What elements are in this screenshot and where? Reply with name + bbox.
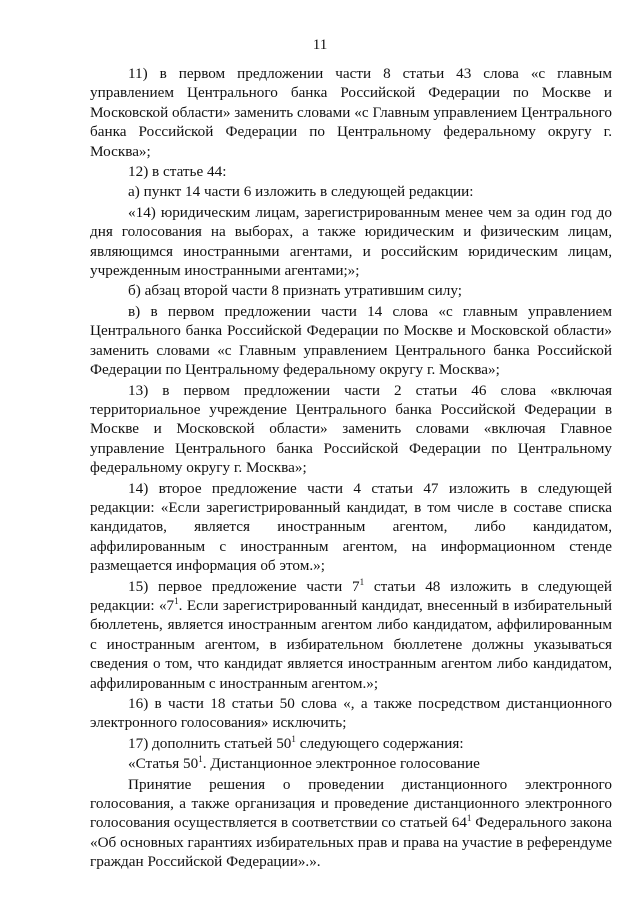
p17-text-a: 17) дополнить статьей 50 — [128, 734, 292, 752]
p17-superscript: 1 — [291, 733, 296, 744]
paragraph-item-16: 16) в части 18 статьи 50 слова «, а также посредством дистанционного электронного голосования» исключить; — [90, 695, 612, 732]
document-body — [90, 64, 612, 872]
paragraph-subitem-v: в) в первом предложении части 14 слова «с главным управлением Центрального банка Российской Федерации по Москве и Московской области» заменить словами «с Главным управлением Центрального банка Российской Федерации по Центральному федеральному округу г. Москва»; — [90, 302, 612, 379]
paragraph-item-17 — [90, 734, 612, 753]
p15-text-b: статьи 48 изложить в следующей редакции: «7 — [90, 577, 612, 614]
paragraph-item-14: 14) второе предложение части 4 статьи 47 изложить в следующей редакции: «Если зарегистрированный кандидат, в том числе в составе списка кандидатов, является иностранным агентом, либо кандидатом, аффилированным с иностранным агентом, на информационном стенде размещается информация об этом.»; — [90, 479, 612, 575]
page-number: 11 — [312, 36, 328, 53]
article-heading-superscript: 1 — [198, 754, 203, 765]
article-heading-text-a: «Статья 50 — [128, 755, 199, 773]
article-body-text-b: Федерального закона «Об основных гарантиях избирательных прав и права на участие в референдуме граждан Российской Федерации».». — [90, 814, 612, 871]
paragraph-item-11: 11) в первом предложении части 8 статьи 43 слова «с главным управлением Центрального банка Российской Федерации по Москве и Московской области» заменить словами «с Главным управлением Центрального банка Российской Федерации по Центральному федеральному округу г. Москва»; — [90, 65, 612, 160]
p15-superscript-2: 1 — [174, 595, 179, 606]
paragraph-item-15 — [90, 577, 612, 693]
p15-text-a: 15) первое предложение части 7 — [128, 577, 360, 595]
paragraph-item-13: 13) в первом предложении части 2 статьи 46 слова «включая территориальное учреждение Центрального банка Российской Федерации в Москве и Московской области» заменить словами «включая Главное управление Центрального банка Российской Федерации по Центральному федеральному округу г. Москва»; — [90, 381, 612, 477]
article-heading-text-b: . Дистанционное электронное голосование — [202, 755, 480, 773]
p15-superscript-1: 1 — [359, 576, 365, 587]
p15-text-c: . Если зарегистрированный кандидат, внесенный в избирательный бюллетень, является иностранным агентом либо кандидатом, аффилированным с иностранным агентом, в избирательном бюллетене должны указываться сведения о том, что кандидат является иностранным агентом либо кандидатом, аффилированным с иностранным агентом.»; — [90, 596, 612, 692]
article-heading — [90, 754, 612, 773]
paragraph-subitem-a: а) пункт 14 части 6 изложить в следующей редакции: — [128, 183, 474, 201]
p17-text-b: следующего содержания: — [295, 734, 464, 752]
article-body-paragraph — [90, 775, 612, 872]
article-body-text-a: Принятие решения о проведении дистанционного электронного голосования, а также организация и проведение дистанционного электронного голосования осуществляется в соответствии со статьей 64 — [90, 775, 612, 832]
paragraph-subitem-b: б) абзац второй части 8 признать утратившим силу; — [128, 282, 462, 300]
article-body-superscript: 1 — [466, 813, 472, 824]
paragraph-item-12: 12) в статье 44: — [128, 163, 227, 181]
paragraph-quoted-point-14: «14) юридическим лицам, зарегистрированным менее чем за один год до дня голосования на выборах, а также юридическим и физическим лицам, являющимся иностранными агентами, и российским юридическим лицам, учрежденным иностранными агентами;»; — [90, 203, 612, 280]
